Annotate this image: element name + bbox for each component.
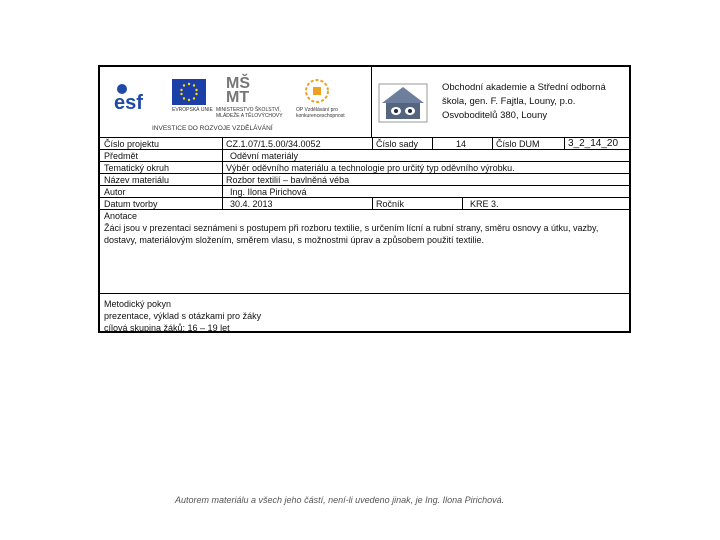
msmt-text: MŠ MT [226, 75, 250, 106]
footer-author-note: Autorem materiálu a všech jeho částí, není-li uvedeno jinak, je Ing. Ilona Pirichová. [175, 495, 505, 505]
label-datum: Datum tvorby [104, 199, 158, 209]
value-rocnik: KRE 3. [470, 199, 499, 209]
value-tematicky-okruh: Výběr oděvního materiálu a technologie pro určitý typ oděvního výrobku. [226, 163, 515, 173]
value-autor: Ing. Ilona Pirichová [230, 187, 307, 197]
document-sheet [98, 65, 631, 333]
label-rocnik: Ročník [376, 199, 405, 209]
value-predmet: Oděvní materiály [230, 151, 299, 161]
metodicky-line1: prezentace, výklad s otázkami pro žáky [104, 311, 262, 321]
slogan: INVESTICE DO ROZVOJE VZDĚLÁVÁNÍ [152, 125, 273, 132]
label-cislo-projektu: Číslo projektu [104, 139, 160, 149]
value-cislo-dum: 3_2_14_20 [568, 138, 619, 149]
anotace-section [100, 209, 629, 293]
label-cislo-sady: Číslo sady [376, 139, 419, 149]
metodicky-section [100, 293, 629, 331]
label-autor: Autor [104, 187, 126, 197]
op-label: OP Vzdělávání pro konkurenceschopnost [296, 107, 345, 119]
eu-flag-logo [172, 79, 206, 105]
logo-strip [100, 67, 372, 137]
anotace-label: Anotace [104, 211, 138, 221]
label-tematicky-okruh: Tematický okruh [104, 163, 170, 173]
school-logo-icon [378, 83, 428, 128]
anotace-text: Žáci jsou v prezentaci seznámeni s postupem při rozboru textilie, s určením lícní a rubní strany, směru osnovy a útku, vazby, dostavy, materiálovým složením, směrem vlasu, s možnostmi úprav a způsobem použití textilie. [104, 223, 599, 245]
eu-label: EVROPSKÁ UNIE [172, 107, 213, 113]
esf-logo [112, 79, 160, 113]
label-nazev: Název materiálu [104, 175, 170, 185]
metodicky-line2: cílová skupina žáků: 16 – 19 let [104, 323, 230, 333]
value-cislo-projektu: CZ.1.07/1.5.00/34.0052 [226, 139, 321, 149]
value-datum: 30.4. 2013 [230, 199, 273, 209]
op-logo [296, 77, 338, 105]
school-name: Obchodní akademie a Střední odborná škola, gen. F. Fajtla, Louny, p.o. Osvoboditelů 380, Louny [442, 82, 606, 121]
label-predmet: Předmět [104, 151, 139, 161]
msmt-label: MINISTERSTVO ŠKOLSTVÍ, MLÁDEŽE A TĚLOVÝCHOVY [216, 107, 283, 119]
metodicky-label: Metodický pokyn [104, 299, 172, 309]
esf-text: esf [114, 92, 143, 113]
school-header [372, 67, 629, 137]
value-nazev: Rozbor textilií – bavlněná véba [226, 175, 350, 185]
value-cislo-sady: 14 [456, 139, 467, 149]
msmt-logo [226, 77, 266, 105]
label-cislo-dum: Číslo DUM [496, 139, 540, 149]
